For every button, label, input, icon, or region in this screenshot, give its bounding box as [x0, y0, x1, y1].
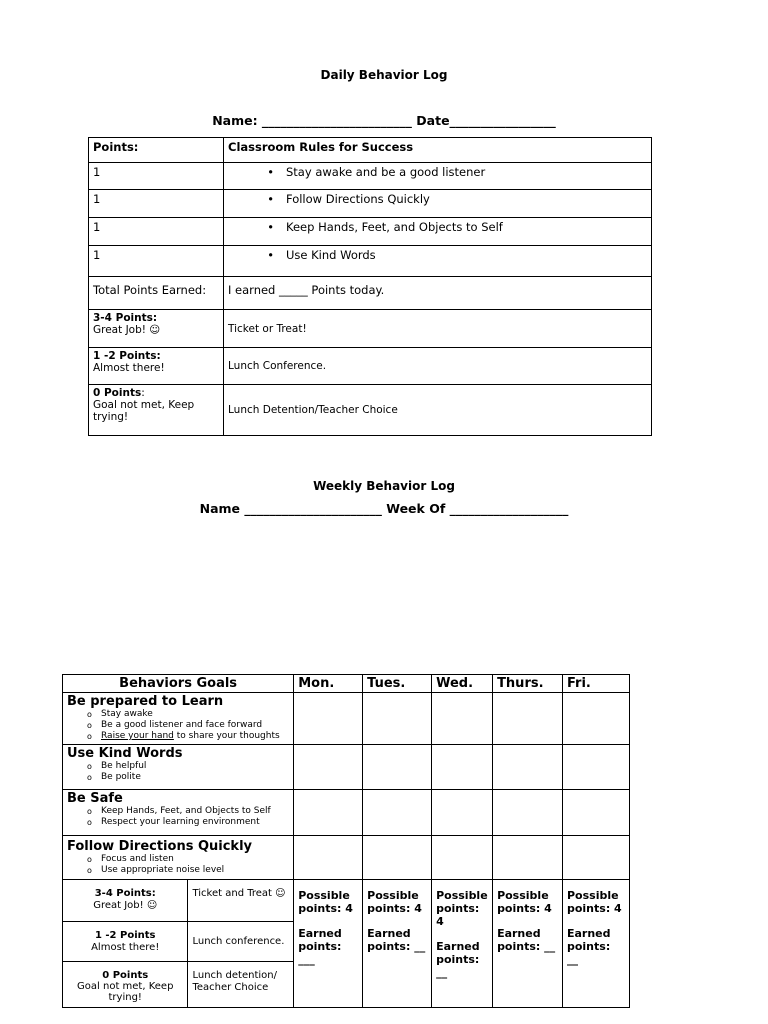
day-header: Tues.: [363, 675, 432, 693]
rule-points: 1: [89, 190, 224, 218]
day-cell[interactable]: [562, 836, 629, 880]
goal-cell: Be prepared to Learn o Stay awake o Be a good listener and face forward o Raise your hand to share your thoughts: [63, 693, 294, 745]
day-header: Mon.: [294, 675, 363, 693]
goal-cell: Be Safe o Keep Hands, Feet, and Objects to Self o Respect your learning environment: [63, 790, 294, 836]
day-cell[interactable]: [432, 836, 493, 880]
weekly-title: Weekly Behavior Log: [313, 479, 455, 493]
daily-behavior-table: [88, 137, 652, 436]
reward-tier: 0 Points Goal not met, Keep trying!: [63, 962, 188, 1008]
rule-points: 1: [89, 218, 224, 246]
day-summary: Possible points: 4 Earned points: ___: [294, 880, 363, 1008]
rule-text: • Keep Hands, Feet, and Objects to Self: [224, 218, 652, 246]
rule-text: • Stay awake and be a good listener: [224, 163, 652, 190]
rule-points: 1: [89, 246, 224, 277]
day-header: Wed.: [432, 675, 493, 693]
total-points-label: Total Points Earned:: [89, 277, 224, 310]
day-cell[interactable]: [294, 693, 363, 745]
rule-points: 1: [89, 163, 224, 190]
day-header: Fri.: [562, 675, 629, 693]
goals-header: Behaviors Goals: [63, 675, 294, 693]
reward-text: Lunch detention/ Teacher Choice: [188, 962, 294, 1008]
day-cell[interactable]: [363, 693, 432, 745]
day-cell[interactable]: [294, 836, 363, 880]
reward-tier: 0 Points: Goal not met, Keep trying!: [89, 385, 224, 436]
day-summary: Possible points: 4 Earned points: __: [562, 880, 629, 1008]
day-cell[interactable]: [363, 745, 432, 790]
reward-tier: 1 -2 Points Almost there!: [63, 922, 188, 962]
day-header: Thurs.: [493, 675, 563, 693]
goal-cell: Use Kind Words o Be helpful o Be polite: [63, 745, 294, 790]
rules-header: Classroom Rules for Success: [224, 138, 652, 163]
day-summary: Possible points: 4 Earned points: __: [363, 880, 432, 1008]
day-cell[interactable]: [363, 836, 432, 880]
day-cell[interactable]: [562, 693, 629, 745]
day-cell[interactable]: [294, 790, 363, 836]
day-summary: Possible points: 4 Earned points: __: [432, 880, 493, 1008]
weekly-name-week-line: Name ______________________ Week Of ___________________: [199, 501, 569, 516]
reward-tier: 3-4 Points: Great Job! ☺: [63, 880, 188, 922]
day-cell[interactable]: [493, 836, 563, 880]
rule-text: • Use Kind Words: [224, 246, 652, 277]
reward-text: Lunch Detention/Teacher Choice: [224, 385, 652, 436]
day-cell[interactable]: [432, 693, 493, 745]
reward-text: Lunch Conference.: [224, 348, 652, 385]
total-points-text: I earned _____ Points today.: [224, 277, 652, 310]
reward-tier: 1 -2 Points: Almost there!: [89, 348, 224, 385]
reward-text: Lunch conference.: [188, 922, 294, 962]
day-cell[interactable]: [493, 790, 563, 836]
daily-name-date-line: Name: ________________________ Date_________________: [212, 113, 556, 128]
day-summary: Possible points: 4 Earned points: __: [493, 880, 563, 1008]
day-cell[interactable]: [432, 790, 493, 836]
daily-title: Daily Behavior Log: [320, 68, 448, 82]
weekly-behavior-table: [62, 674, 630, 1008]
day-cell[interactable]: [562, 745, 629, 790]
day-cell[interactable]: [562, 790, 629, 836]
rule-text: • Follow Directions Quickly: [224, 190, 652, 218]
reward-text: Ticket or Treat!: [224, 310, 652, 348]
day-cell[interactable]: [294, 745, 363, 790]
day-cell[interactable]: [493, 693, 563, 745]
day-cell[interactable]: [493, 745, 563, 790]
reward-text: Ticket and Treat ☺: [188, 880, 294, 922]
day-cell[interactable]: [432, 745, 493, 790]
goal-cell: Follow Directions Quickly o Focus and listen o Use appropriate noise level: [63, 836, 294, 880]
reward-tier: 3-4 Points: Great Job! ☺: [89, 310, 224, 348]
day-cell[interactable]: [363, 790, 432, 836]
points-header: Points:: [89, 138, 224, 163]
